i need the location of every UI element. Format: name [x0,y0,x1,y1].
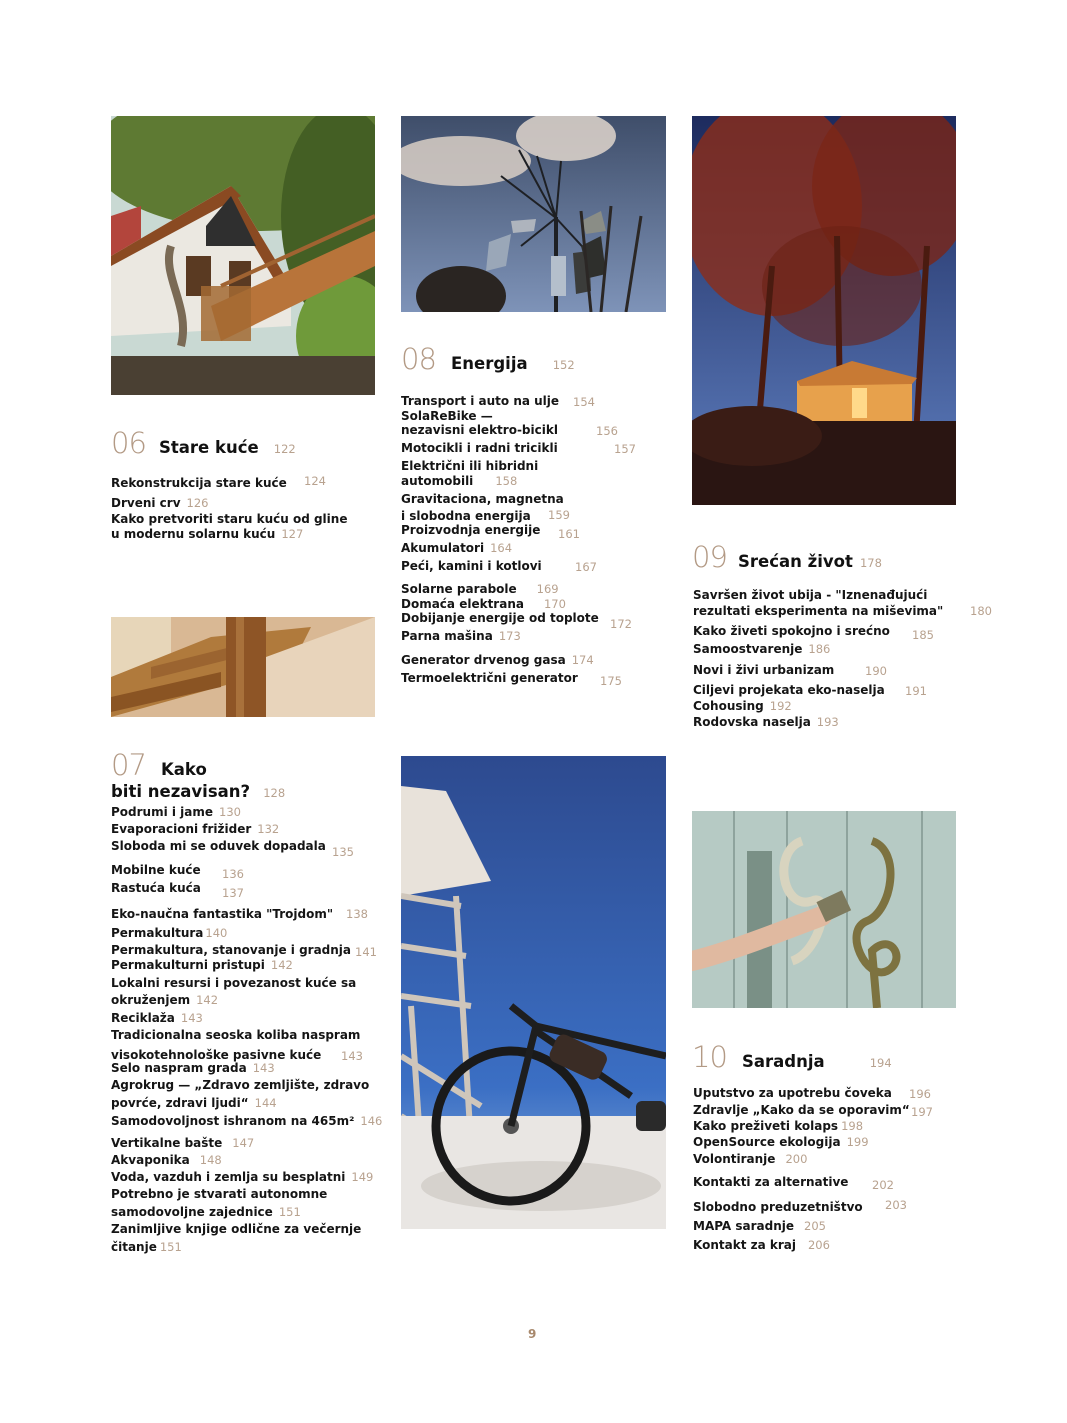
toc-item[interactable]: Termoelektrični generator 175 [401,671,622,688]
page-number: 142 [196,993,219,1007]
section-number: 06 [111,426,146,460]
section-heading-10 [692,1040,892,1074]
section-title-line2-row [111,782,285,801]
page-number: 158 [495,474,518,488]
page-number: 151 [278,1205,301,1219]
page-number: 127 [281,527,304,541]
toc-item-continued[interactable]: i slobodna energija 159 [401,508,570,523]
toc-item[interactable]: Samoostvarenje 186 [693,642,831,656]
toc-item[interactable]: Potrebno je stvarati autonomne [111,1187,328,1201]
toc-item-continued[interactable]: automobili 158 [401,474,518,488]
section-title: Stare kuće [159,438,259,457]
toc-item[interactable]: Permakulturni pristupi 142 [111,958,293,972]
section-heading-06 [111,426,296,460]
page-number: 172 [610,617,632,631]
page-number: 136 [222,867,244,881]
toc-item[interactable]: Kontakt za kraj 206 [693,1238,830,1252]
toc-item[interactable]: Kontakti za alternative 202 [693,1175,894,1192]
page-number: 161 [558,527,580,541]
toc-item[interactable]: Rekonstrukcija stare kuće 124 [111,474,326,490]
page-number: 140 [205,926,228,940]
section-page: 194 [869,1056,892,1070]
page-number: 143 [252,1061,275,1075]
page-number: 193 [816,715,839,729]
toc-item[interactable]: Podrumi i jame 130 [111,805,241,819]
page-number: 147 [232,1136,255,1150]
page-number: 203 [885,1198,907,1212]
toc-item[interactable]: Tradicionalna seoska koliba naspram [111,1028,361,1042]
section-number: 07 [111,748,146,782]
toc-item[interactable]: Agrokrug — „Zdravo zemljište, zdravo [111,1078,370,1092]
toc-item[interactable]: Cohousing 192 [693,699,792,713]
toc-item[interactable]: Kako pretvoriti staru kuću od gline [111,512,348,526]
page-number: 149 [351,1170,374,1184]
toc-item[interactable]: Reciklaža 143 [111,1011,203,1025]
toc-item[interactable]: Zanimljive knjige odlične za večernje [111,1222,362,1236]
toc-item[interactable]: Proizvodnja energije 161 [401,523,580,541]
toc-item[interactable]: Permakultura 140 [111,926,228,940]
toc-item[interactable]: Motocikli i radni tricikli 157 [401,441,636,456]
page-number: 126 [186,496,209,510]
toc-item[interactable]: Dobijanje energije od toplote 172 [401,611,632,631]
toc-item-continued[interactable]: visokotehnološke pasivne kuće 143 [111,1048,363,1063]
toc-item[interactable]: Drveni crv 126 [111,496,209,510]
toc-item[interactable]: Peći, kamini i kotlovi 167 [401,559,597,574]
toc-item[interactable]: Kako preživeti kolaps 198 [693,1119,864,1133]
page-number: 164 [490,541,513,555]
toc-item[interactable]: Generator drvenog gasa 174 [401,653,594,667]
toc-item[interactable]: Rodovska naselja 193 [693,715,839,729]
toc-item[interactable]: Zdravlje „Kako da se oporavim“ 197 [693,1103,933,1119]
page-number: 192 [769,699,792,713]
section-heading-08 [401,342,575,376]
toc-item-continued[interactable]: nezavisni elektro-bicikl 156 [401,423,618,438]
page-number: 154 [573,395,595,409]
page-number: 200 [785,1152,808,1166]
toc-item[interactable]: Permakultura, stanovanje i gradnja 141 [111,943,377,959]
toc-item[interactable]: Solarne parabole 169 [401,582,559,596]
staircase-photo [111,617,375,717]
page-number: 135 [332,845,354,859]
page-number: 198 [841,1119,864,1133]
toc-item[interactable]: Kako živeti spokojno i srećno 185 [693,624,934,642]
page-number: 142 [270,958,293,972]
page-number-footer: 9 [528,1327,537,1341]
section-number: 09 [692,540,727,574]
page-number: 157 [614,442,636,456]
toc-item[interactable]: Gravitaciona, magnetna [401,492,564,506]
toc-item[interactable]: Novi i živi urbanizam 190 [693,663,887,678]
toc-item[interactable]: Voda, vazduh i zemlja su besplatni 149 [111,1170,374,1184]
page-number: 205 [804,1219,826,1233]
page-number: 186 [808,642,831,656]
page-number: 173 [498,629,521,643]
page-number: 196 [909,1087,931,1101]
page-number: 156 [596,424,618,438]
toc-item[interactable]: Električni ili hibridni [401,459,539,473]
toc-item[interactable]: Parna mašina 173 [401,629,521,643]
section-heading-09 [692,540,882,574]
page-number: 148 [199,1153,222,1167]
section-page: 122 [273,442,296,456]
house-photo [111,116,375,395]
toc-item[interactable]: Rastuća kuća 137 [111,881,244,900]
page-number: 167 [575,560,597,574]
toc-item[interactable]: MAPA saradnje 205 [693,1219,826,1233]
bicycle-photo [401,756,666,1229]
page-number: 180 [970,604,992,618]
section-title: Srećan život [738,552,853,571]
page-number: 137 [222,886,244,900]
page-number: 138 [346,907,368,921]
toc-item[interactable]: Akvaponika 148 [111,1153,222,1167]
toc-item[interactable]: SolaReBike — [401,409,493,423]
toc-item[interactable]: Eko-naučna fantastika "Trojdom" 138 [111,907,368,921]
toc-item[interactable]: Savršen život ubija - "Iznenađujući [693,588,928,602]
windmill-photo [401,116,666,312]
page-number: 191 [905,684,927,698]
page-number: 132 [257,822,280,836]
toc-item[interactable]: Uputstvo za upotrebu čoveka 196 [693,1086,931,1101]
section-number: 08 [401,342,436,376]
section-page: 152 [552,358,575,372]
section-number: 10 [692,1040,727,1074]
page-number: 159 [548,508,570,522]
toc-item[interactable]: OpenSource ekologija 199 [693,1135,869,1149]
page-number: 170 [543,597,566,611]
page-number: 199 [846,1135,869,1149]
page-number: 130 [219,805,241,819]
toc-item[interactable]: Ciljevi projekata eko-naselja 191 [693,683,927,698]
page-number: 143 [341,1049,363,1063]
toc-item[interactable]: Samodovoljnost ishranom na 465m² 146 [111,1114,383,1128]
page-number: 202 [872,1178,894,1192]
page-number: 141 [355,945,377,959]
page-number: 174 [571,653,594,667]
toc-item[interactable]: Evaporacioni frižider 132 [111,822,280,836]
toc-item[interactable]: Vertikalne bašte 147 [111,1136,255,1150]
page-number: 124 [304,474,326,488]
page-number: 185 [912,628,934,642]
toc-item[interactable]: Slobodno preduzetništvo 203 [693,1198,907,1214]
page-number: 143 [180,1011,203,1025]
toc-item[interactable]: Sloboda mi se oduvek dopadala 135 [111,839,354,859]
section-title-line1: Kako [161,760,207,779]
page-number: 175 [600,674,622,688]
toc-item-continued[interactable]: samodovoljne zajednice 151 [111,1205,301,1219]
toc-item-continued[interactable]: povrće, zdravi ljudi“ 144 [111,1096,277,1110]
toc-item[interactable]: Lokalni resursi i povezanost kuće sa [111,976,357,990]
section-title-line2: biti nezavisan? [111,782,251,801]
night-yurt-photo [692,116,956,505]
toc-item-continued[interactable]: rezultati eksperimenta na miševima" 180 [693,604,992,618]
page-number: 190 [865,664,887,678]
page-number: 169 [536,582,559,596]
section-page: 128 [263,786,286,800]
toc-item[interactable]: Transport i auto na ulje 154 [401,394,595,409]
toc-item[interactable]: Volontiranje 200 [693,1152,808,1166]
section-title: Energija [451,354,528,373]
toc-item-continued[interactable]: čitanje 151 [111,1240,182,1254]
toc-item[interactable]: Mobilne kuće 136 [111,863,244,881]
section-page: 178 [859,556,882,570]
page-number: 206 [807,1238,830,1252]
toc-item[interactable]: Domaća elektrana 170 [401,597,566,611]
page-number: 146 [360,1114,383,1128]
section-title: Saradnja [742,1052,825,1071]
toc-item-continued[interactable]: u modernu solarnu kuću 127 [111,527,304,541]
page-number: 151 [159,1240,182,1254]
painting-photo [692,811,956,1008]
toc-item[interactable]: Selo naspram grada 143 [111,1061,275,1075]
toc-item-continued[interactable]: okruženjem 142 [111,993,219,1007]
section-heading-07 [111,748,207,782]
toc-item[interactable]: Akumulatori 164 [401,541,513,555]
page-number: 144 [254,1096,277,1110]
page-number: 197 [911,1105,933,1119]
